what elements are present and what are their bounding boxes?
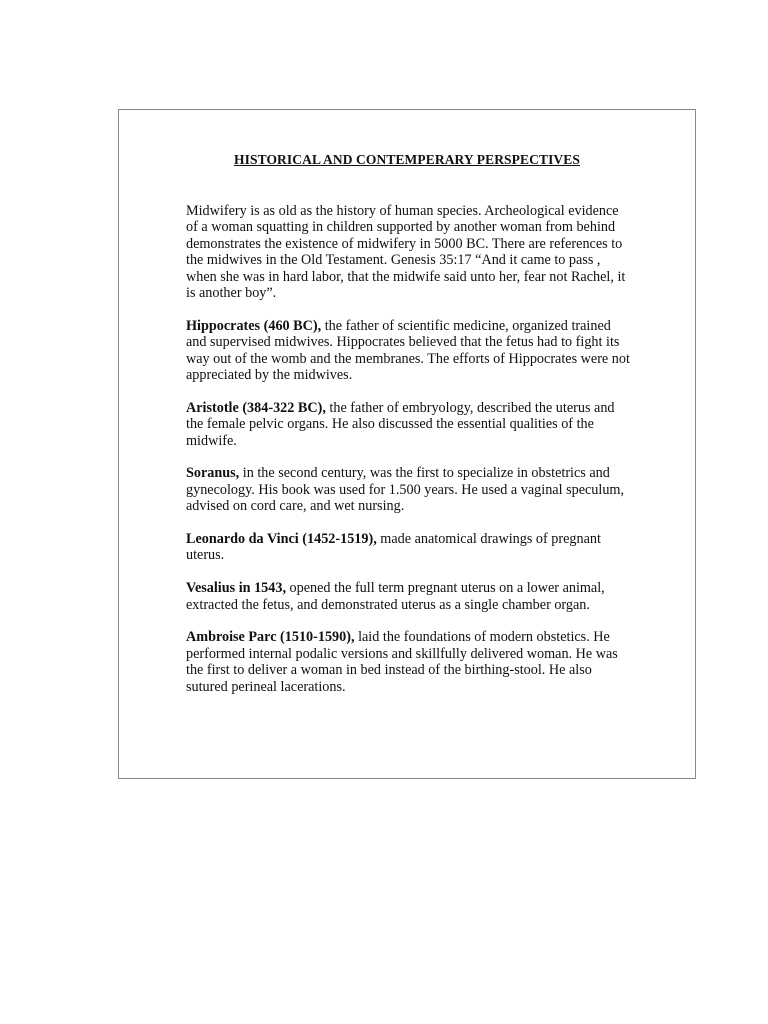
paragraph-vesalius bbox=[186, 580, 632, 613]
document-title: HISTORICAL AND CONTEMPERARY PERSPECTIVES bbox=[234, 152, 580, 167]
entry-text: the father of embryology, described the uterus and the female pelvic organs. He also discussed the essential qualities of the midwife. bbox=[186, 399, 615, 449]
entry-name: Vesalius in 1543, bbox=[186, 580, 286, 597]
entry-text: in the second century, was the first to specialize in obstetrics and gynecology. His book was used for 1.500 years. He used a vaginal speculum, advised on cord care, and wet nursing. bbox=[186, 465, 625, 515]
document-body bbox=[186, 203, 632, 711]
paragraph-soranus bbox=[186, 465, 632, 514]
entry-name: Ambroise Parc (1510-1590), bbox=[186, 629, 355, 646]
intro-paragraph: Midwifery is as old as the history of human species. Archeological evidence of a woman squatting in children supported by another woman from behind demonstrates the existence of midwifery in 5000 BC. There are references to the midwives in the Old Testament. Genesis 35:17 “And it came to pass , when she was in hard labor, that the midwife said unto her, fear not Rachel, it is another boy”. bbox=[186, 203, 626, 302]
entry-text: opened the full term pregnant uterus on a lower animal, extracted the fetus, and demonstrated uterus as a single chamber organ. bbox=[186, 580, 605, 613]
entry-text: laid the foundations of modern obstetics. He performed internal podalic versions and skillfully delivered woman. He was the first to deliver a woman in bed instead of the birthing-stool. He also sutured perineal lacerations. bbox=[186, 629, 618, 695]
entry-name: Soranus, bbox=[186, 465, 240, 482]
entry-text: made anatomical drawings of pregnant uterus. bbox=[186, 531, 601, 564]
page-frame bbox=[118, 109, 696, 779]
paragraph-hippocrates bbox=[186, 318, 632, 384]
paragraph-aristotle bbox=[186, 400, 632, 449]
paragraph-leonardo bbox=[186, 531, 632, 564]
paragraph-ambroise-pare bbox=[186, 629, 632, 695]
entry-text: the father of scientific medicine, organized trained and supervised midwives. Hippocrates believed that the fetus had to fight its way out of the womb and the membranes. The efforts of Hippocrates were not appreciated by the midwives. bbox=[186, 317, 630, 384]
entry-name: Hippocrates (460 BC), bbox=[186, 317, 322, 334]
entry-name: Aristotle (384-322 BC), bbox=[186, 399, 326, 416]
entry-name: Leonardo da Vinci (1452-1519), bbox=[186, 531, 377, 548]
